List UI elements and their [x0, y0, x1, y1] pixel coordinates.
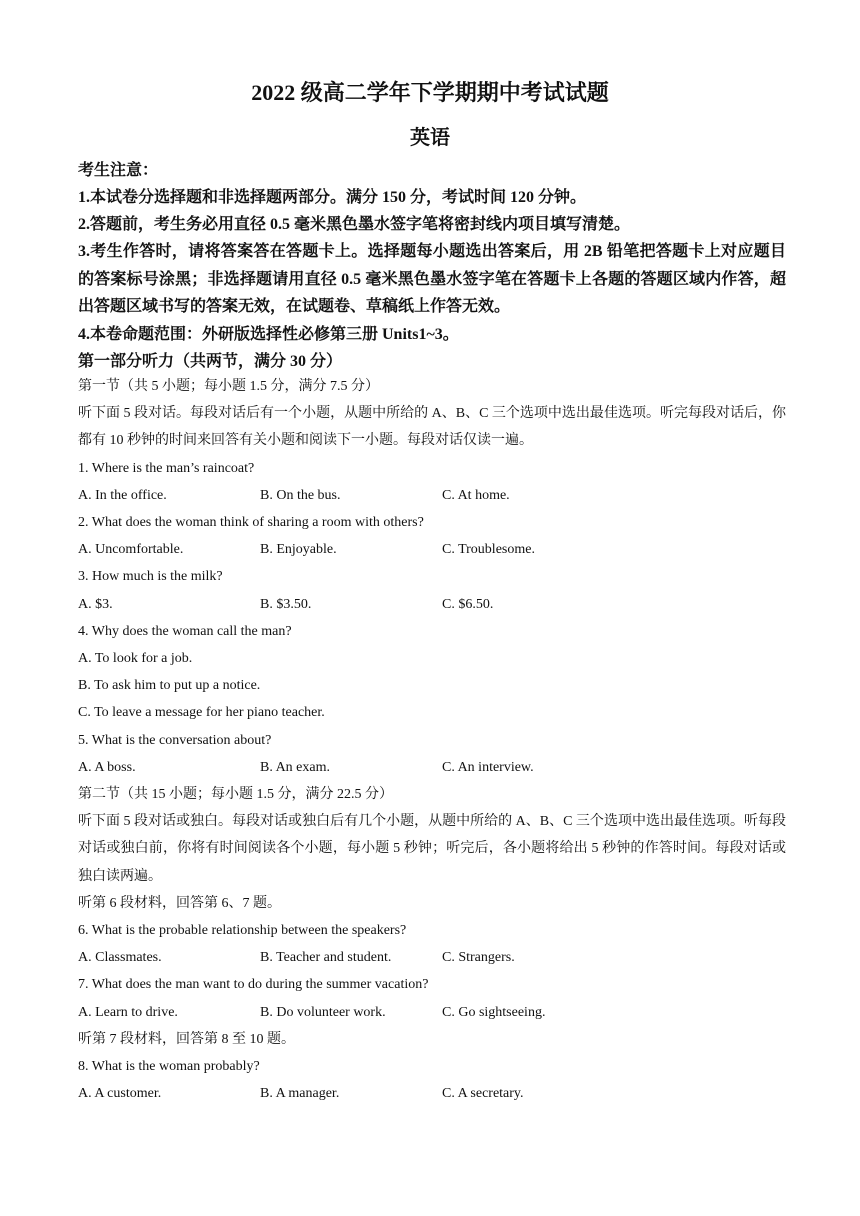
option-c: C. Troublesome.: [442, 542, 535, 558]
question-stem: 4. Why does the woman call the man?: [78, 623, 292, 639]
question-options: [78, 944, 786, 971]
option-c: C. Strangers.: [442, 950, 515, 966]
option-a: A. Uncomfortable.: [78, 542, 184, 558]
question-stem: 6. What is the probable relationship between the speakers?: [78, 923, 407, 939]
option-c: C. $6.50.: [442, 596, 494, 612]
option-a: A. $3.: [78, 596, 113, 612]
option-b: B. To ask him to put up a notice.: [78, 678, 261, 694]
option-b: B. Teacher and student.: [260, 950, 392, 966]
option-a: A. In the office.: [78, 487, 167, 503]
material-6-note: 听第 6 段材料，回答第 6、7 题。: [78, 895, 281, 911]
question-options: [78, 754, 786, 781]
option-c: C. Go sightseeing.: [442, 1004, 546, 1020]
question-options: [78, 536, 786, 563]
option-c: C. An interview.: [442, 759, 534, 775]
option-a: A. A boss.: [78, 759, 136, 775]
note-item-3: 3.考生作答时，请将答案答在答题卡上。选择题每小题选出答案后，用 2B 铅笔把答题卡上对应题目的答案标号涂黑；非选择题请用直径 0.5 毫米黑色墨水签字笔在答题卡上各题的答题区域内作答，超出答题区域书写的答案无效，在试题卷、草稿纸上作答无效。: [78, 243, 786, 315]
section1-instructions: 听下面 5 段对话。每段对话后有一个小题，从题中所给的 A、B、C 三个选项中选出最佳选项。听完每段对话后，你都有 10 秒钟的时间来回答有关小题和阅读下一小题。每段对话仅读一遍。: [78, 406, 786, 449]
option-c: C. At home.: [442, 487, 510, 503]
option-a: A. Classmates.: [78, 950, 162, 966]
option-a: A. To look for a job.: [78, 651, 193, 667]
question-options: [78, 482, 786, 509]
note-item-2: 2.答题前，考生务必用直径 0.5 毫米黑色墨水签字笔将密封线内项目填写清楚。: [78, 216, 631, 233]
note-item-4: 4.本卷命题范围：外研版选择性必修第三册 Units1~3。: [78, 325, 459, 343]
notes-heading: 考生注意：: [78, 162, 159, 179]
question-stem: 1. Where is the man’s raincoat?: [78, 460, 255, 476]
option-c: C. A secretary.: [442, 1086, 524, 1102]
material-7-note: 听第 7 段材料，回答第 8 至 10 题。: [78, 1031, 295, 1047]
section2-heading: 第二节（共 15 小题；每小题 1.5 分，满分 22.5 分）: [78, 787, 393, 803]
option-b: B. Do volunteer work.: [260, 1004, 386, 1020]
option-b: B. A manager.: [260, 1086, 340, 1102]
option-b: B. On the bus.: [260, 487, 341, 503]
note-item-1: 1.本试卷分选择题和非选择题两部分。满分 150 分，考试时间 120 分钟。: [78, 189, 587, 206]
option-b: B. $3.50.: [260, 596, 312, 612]
section1-heading: 第一节（共 5 小题；每小题 1.5 分，满分 7.5 分）: [78, 379, 379, 394]
question-stem: 8. What is the woman probably?: [78, 1059, 260, 1075]
question-stem: 7. What does the man want to do during the summer vacation?: [78, 977, 429, 993]
section2-instructions: 听下面 5 段对话或独白。每段对话或独白后有几个小题，从题中所给的 A、B、C 三个选项中选出最佳选项。听每段对话或独白前，你将有时间阅读各个小题，每小题 5 秒钟；听完后，各小题将给出 5 秒钟的作答时间。每段对话或独白读两遍。: [78, 814, 786, 884]
question-stem: 5. What is the conversation about?: [78, 732, 272, 748]
question-options: [78, 591, 786, 618]
question-stem: 3. How much is the milk?: [78, 569, 223, 585]
subject-title: 英语: [410, 127, 450, 149]
candidate-notes: [78, 157, 786, 375]
option-c: C. To leave a message for her piano teacher.: [78, 705, 325, 721]
question-stem: 2. What does the woman think of sharing a room with others?: [78, 515, 424, 531]
question-options: [78, 999, 786, 1026]
exam-title: 2022 级高二学年下学期期中考试试题: [251, 80, 609, 105]
option-a: A. Learn to drive.: [78, 1004, 178, 1020]
option-b: B. Enjoyable.: [260, 542, 337, 558]
question-options: [78, 1080, 786, 1107]
part1-heading: 第一部分听力（共两节，满分 30 分）: [78, 352, 343, 370]
option-b: B. An exam.: [260, 759, 330, 775]
option-a: A. A customer.: [78, 1086, 162, 1102]
listening-section: [78, 373, 786, 1107]
